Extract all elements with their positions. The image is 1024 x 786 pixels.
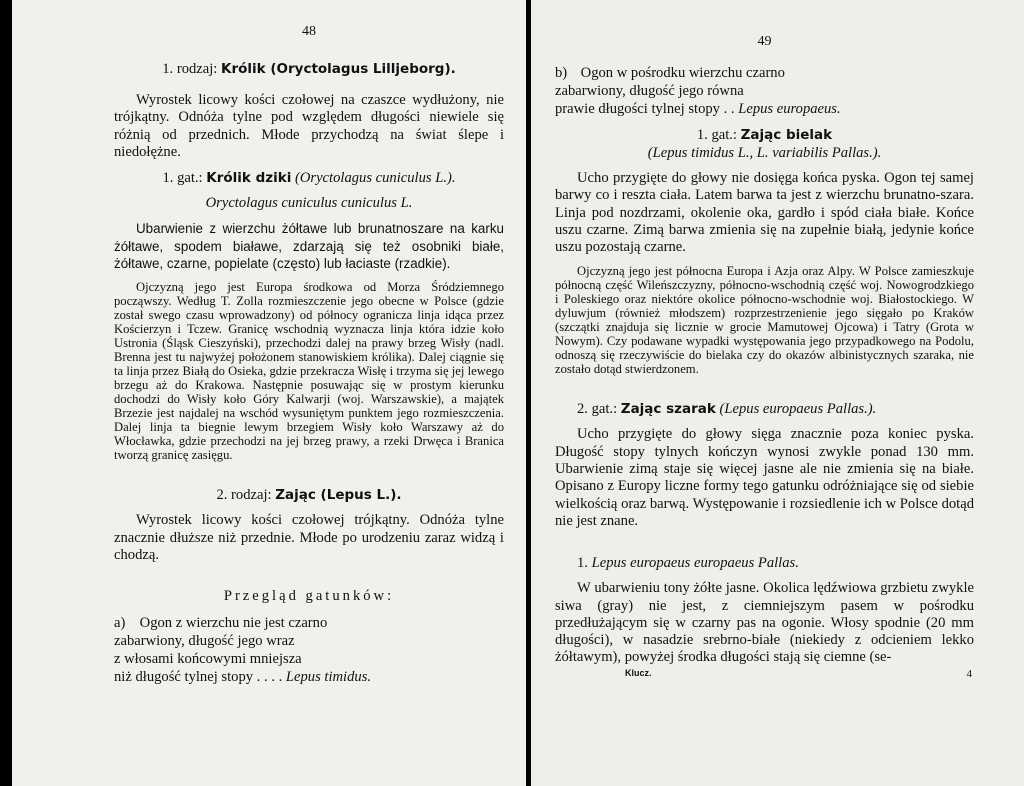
key-letter: b) — [555, 65, 568, 81]
species-heading — [555, 400, 974, 418]
key-letter: a) — [114, 614, 126, 631]
key-line: niż długość tylnej stopy . . . . — [114, 668, 283, 685]
heading-latin: (Lepus europaeus Pallas.). — [719, 401, 877, 418]
heading-name: Zając bielak — [740, 127, 833, 143]
left-page — [12, 0, 526, 786]
heading-name: Lepus europaeus europaeus Pallas. — [591, 555, 799, 572]
genus-description: Wyrostek licowy kości czołowej na czaszce wydłużony, nie trójkątny. Odnóża tylne pod względem długości niewiele się różnią od przednich. Młode przychodzą na świat ślepe i niedołężne. — [114, 92, 504, 160]
key-title: Przegląd gatunków: — [223, 588, 395, 605]
key-line: Ogon w pośrodku wierzchu czarno — [580, 65, 785, 81]
heading-prefix: 1. — [577, 555, 592, 572]
heading-prefix: 1. gat.: — [696, 127, 741, 143]
key-line: zabarwiony, długość jego wraz — [114, 632, 295, 649]
heading-name: Zając szarak — [620, 401, 716, 418]
key-line: z włosami końcowymi mniejsza — [114, 650, 302, 667]
page-footer — [555, 668, 974, 680]
page-number: 48 — [302, 24, 316, 39]
printer-signature: Klucz. — [625, 667, 652, 678]
key-entry-a — [114, 614, 504, 686]
subspecies-heading — [555, 554, 974, 572]
key-species: Lepus timidus. — [285, 668, 372, 685]
key-line: Ogon z wierzchu nie jest czarno — [139, 614, 328, 631]
heading-name: Królik (Oryctolagus Lilljeborg). — [221, 61, 456, 77]
coloration-paragraph: Ubarwienie z wierzchu żółtawe lub brunatnoszare na karku żółtawe, spodem białawe, zdarzają się też osobniki białe, żółtawe, czarne, popielate (często) lub łaciaste (rzadkie). — [114, 221, 504, 272]
key-line: zabarwiony, długość jego równa — [555, 83, 744, 99]
genus-description: Wyrostek licowy kości czołowej trójkątny. Odnóża tylne znacznie dłuższe niż przednie. Młode po urodzeniu zaraz widzą i chodzą. — [114, 512, 504, 563]
sheet-number: 4 — [966, 667, 972, 680]
distribution-paragraph: Ojczyzną jego jest Europa środkowa od Morza Śródziemnego począwszy. Według T. Zolla rozmieszczenie jego obecne w Polsce (gdzie został swego czasu wprowadzony) od północy ogranicza linja idąca przez Kościerzyn i Tczew. Granicę wschodnią wyznacza linja która idzie koło Ustronia (Śląsk Cieszyński), przechodzi dalej na prawy brzeg Wisły (nadl. Brenna jest tu najwyżej położonem stanowiskiem królika). Dalej ciągnie się ta linja przez Białą do Osieka, gdzie przekracza Wisłę i trzyma się jej lewego brzegu aż do Krakowa. Następnie posuwając się w prostym kierunku dochodzi do Wisły koło Góry Kalwarji (woj. Warszawskie), a majątek Brzezie jest najdalej na wschód wysuniętym punktem jego rozmieszczenia. Dalej linja ta biegnie lewym brzegiem Wisły koło Warszawy aż do Włocławka, gdzie przechodzi na jej brzeg prawy, a rzeki Drwęca i Branica tworzą granicę zasięgu. — [114, 280, 504, 463]
heading-prefix: 1. rodzaj: — [162, 61, 222, 77]
genus-heading — [114, 486, 504, 504]
key-entry-b — [555, 64, 974, 118]
subspecies-name: Oryctolagus cuniculus cuniculus L. — [205, 195, 413, 212]
key-line: prawie długości tylnej stopy . . — [555, 101, 735, 117]
heading-latin: (Lepus timidus L., L. variabilis Pallas.). — [647, 145, 882, 161]
description-paragraph: Ucho przygięte do głowy nie dosięga końca pyska. Ogon tej samej barwy co i reszta ciała. Latem barwa ta jest z wierzchu brunatno-szara. Linja pod nozdrzami, okolenie oka, gardło i spód ciała białe. Końce uszu czarne. Zimą barwa zmienia się na zupełnie białą, jedynie końce uszu pozostają czarne. — [555, 170, 974, 256]
heading-prefix: 2. rodzaj: — [216, 487, 276, 504]
species-heading — [555, 126, 974, 144]
heading-prefix: 1. gat.: — [162, 170, 207, 187]
right-page — [531, 0, 1024, 786]
description-paragraph: W ubarwieniu tony żółte jasne. Okolica lędźwiowa grzbietu zwykle siwa (gray) nie jest, z ciemniejszym pasem w pośrodku przedłużającym się w czarny pas na ogonie. Włosy spodnie (20 mm długości), w nasadzie srebrno-białe (niekiedy z odcieniem lekko żółtawym), powyżej środka długości stają się ciemne (se- — [555, 580, 974, 666]
distribution-paragraph: Ojczyzną jego jest północna Europa i Azja oraz Alpy. W Polsce zamieszkuje północną część Wileńszczyzny, północno-wschodnią część woj. Nowogrodzkiego i Poleskiego oraz niektóre okolice północno-wschodnie woj. Białostockiego. W dyluwjum (również młodszem) rozprzestrzenienie jego sięgało po Kraków (szczątki znajduja się licznie w grocie Mamutowej Ojcowa) i Tatry (Grota w Nowym). Czy podawane wypadki występowania jego przypadkowego na Podolu, odnoszą się rzeczywiście do bielaka czy do okazów albinistycznych szaraka, nie zostało dotąd stwierdzonem. — [555, 264, 974, 377]
key-species: Lepus europaeus. — [738, 101, 841, 117]
page-number: 49 — [757, 34, 772, 49]
heading-name: Królik dziki — [206, 170, 292, 187]
heading-name: Zając (Lepus L.). — [275, 487, 402, 504]
species-heading — [114, 169, 504, 187]
description-paragraph: Ucho przygięte do głowy sięga znacznie poza koniec pyska. Długość stopy tylnych kończyn wynosi zwykle ponad 130 mm. Ubarwienie zimą staje się więcej jasne ale nie zmienia się na białe. Opisano z Europy liczne formy tego gatunku odróżniające się od siebie wielkością oraz barwą. Występowanie i rozsiedlenie ich w Polsce dotąd nie jest znane. — [555, 426, 974, 529]
genus-heading — [114, 60, 504, 78]
heading-prefix: 2. gat.: — [577, 401, 621, 418]
heading-latin: (Oryctolagus cuniculus L.). — [295, 170, 456, 187]
